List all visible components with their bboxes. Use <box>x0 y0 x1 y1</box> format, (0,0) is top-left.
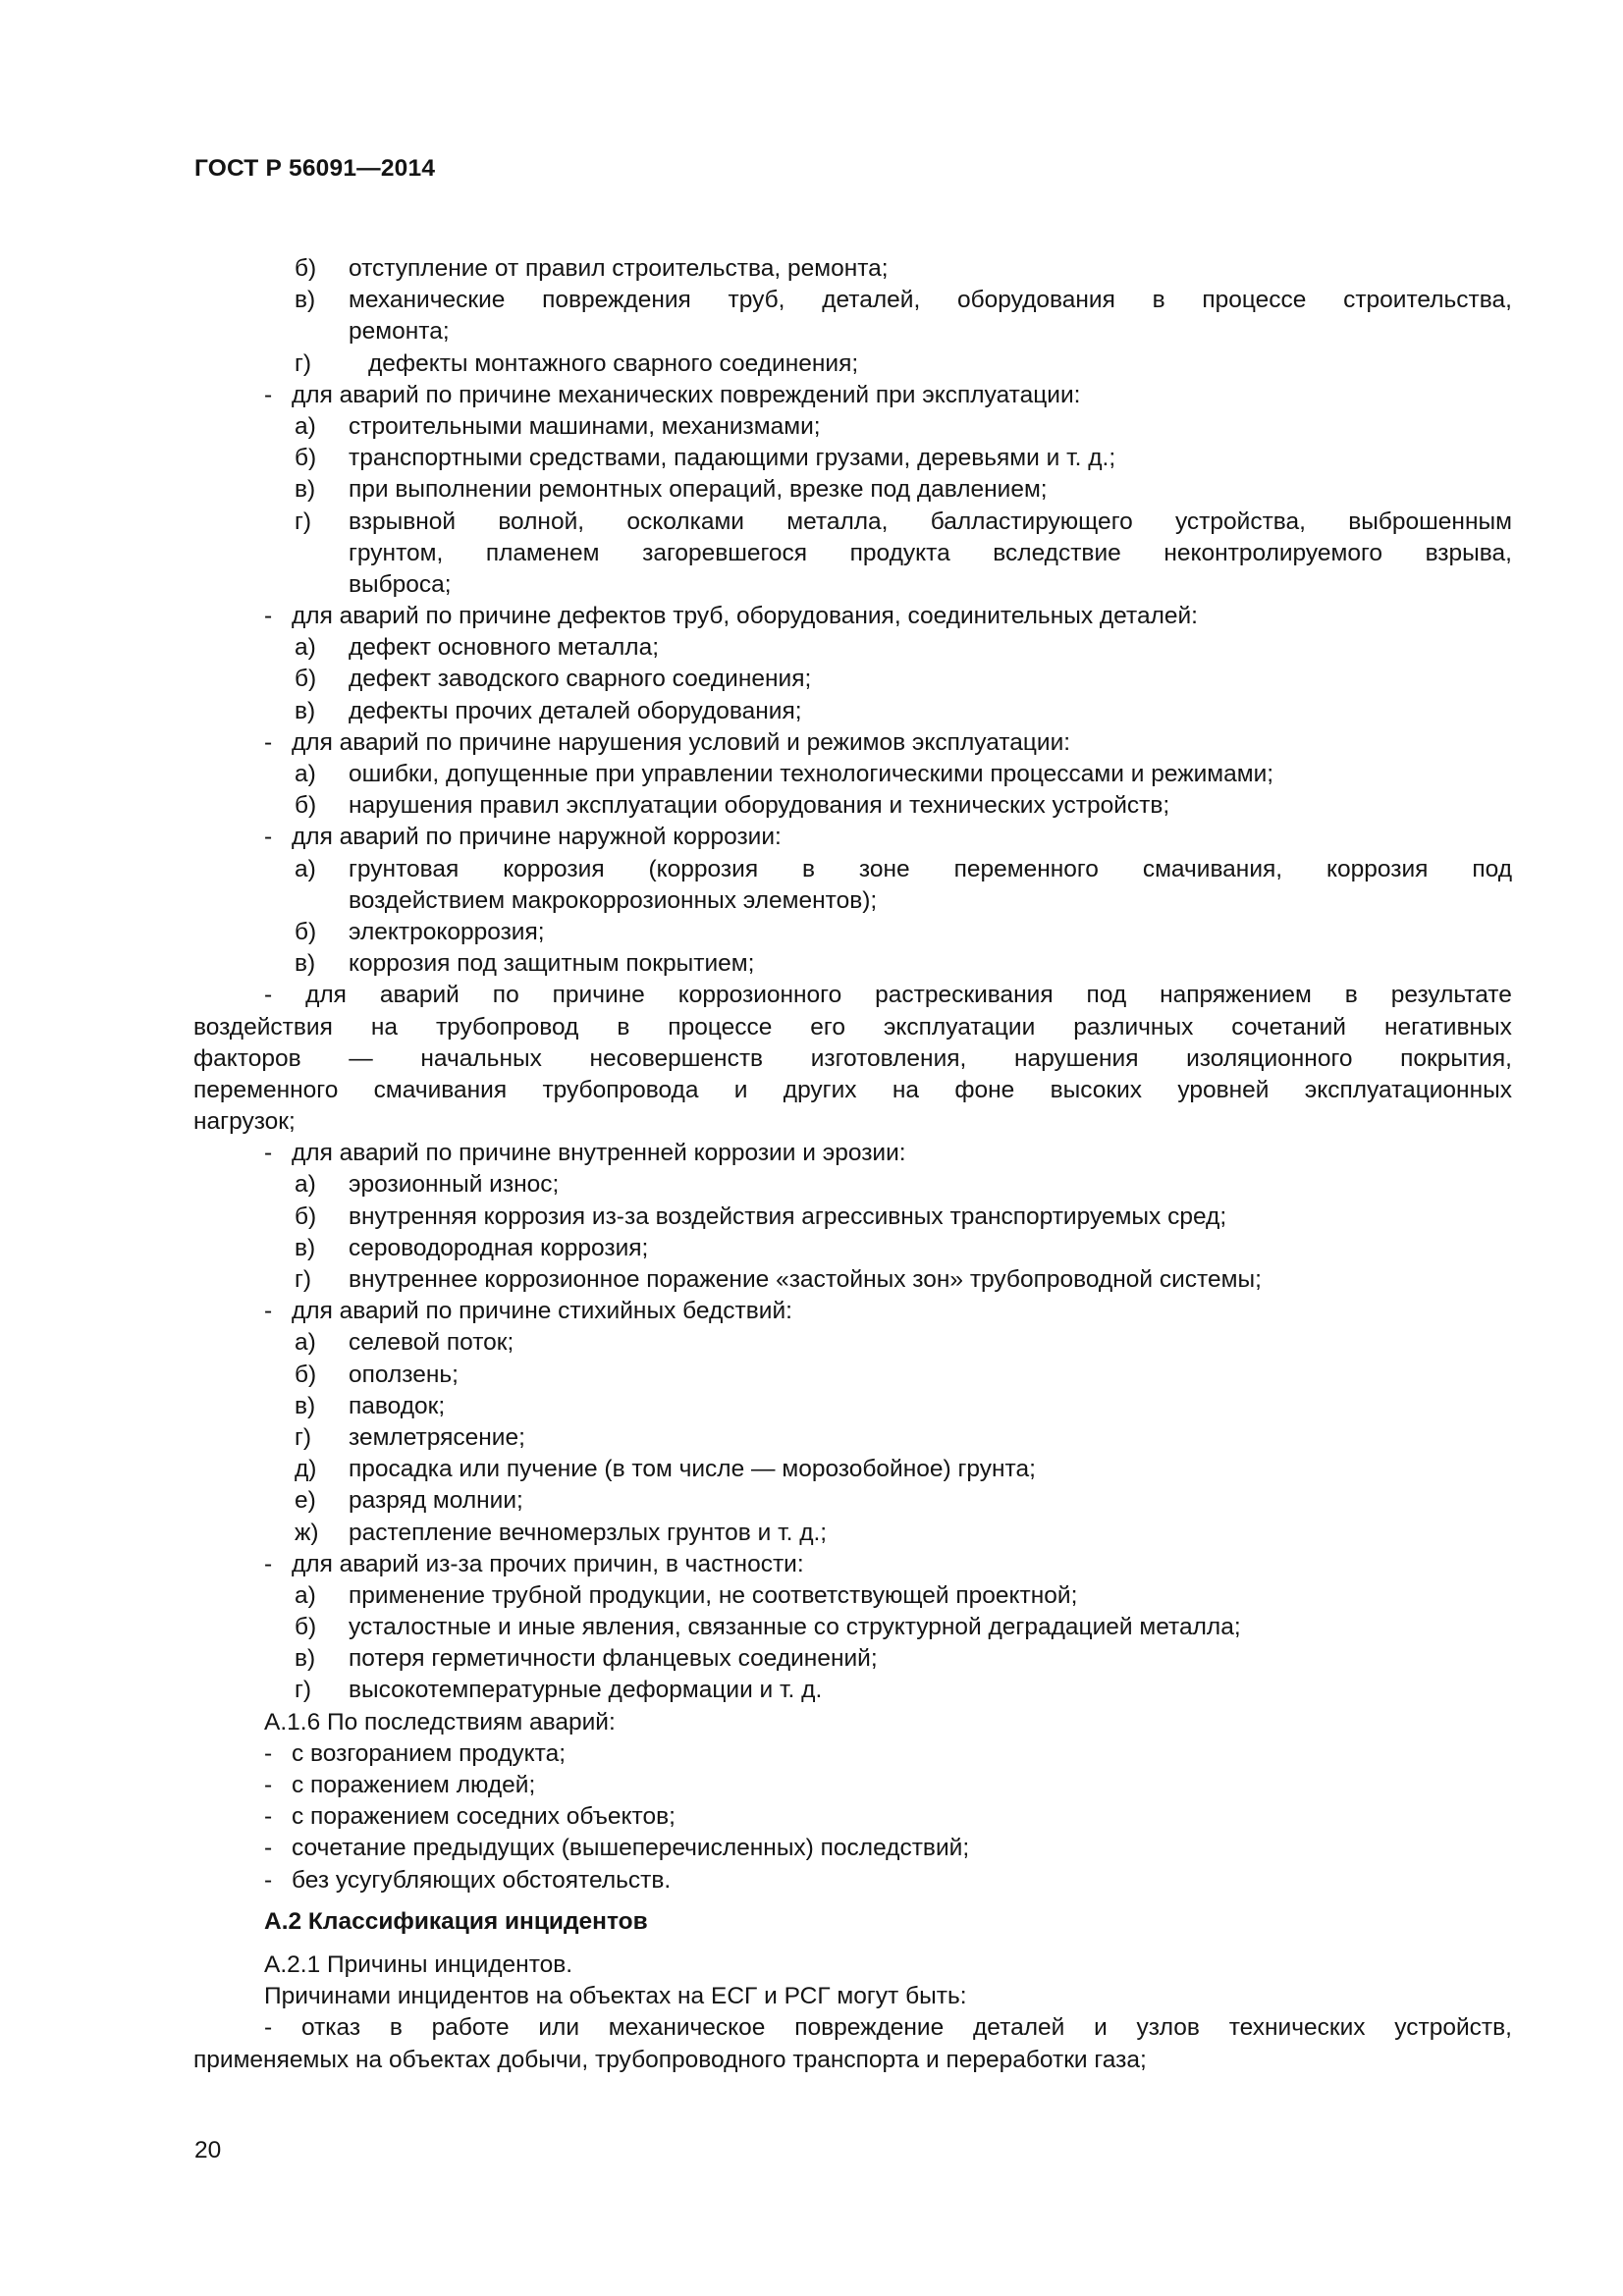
word: взрыва, <box>1425 539 1512 566</box>
word: коррозия <box>503 855 605 882</box>
word: (коррозия <box>648 855 759 882</box>
word: неконтролируемого <box>1163 539 1382 566</box>
word: вследствие <box>993 539 1121 566</box>
word: напряжением <box>1160 982 1312 1009</box>
paragraph: А.2.1 Причины инцидентов. <box>264 1950 573 1978</box>
paragraph-end: нагрузок; <box>193 1108 296 1136</box>
word: - <box>264 2014 273 2042</box>
word: пламенем <box>485 539 600 566</box>
word: эксплуатационных <box>1304 1076 1512 1103</box>
word: работе <box>431 2014 510 2042</box>
dash-item: - для аварий по причине нарушения условий и режимов эксплуатации: <box>264 728 1071 756</box>
word: грунтовая <box>349 855 460 882</box>
list-item: а) строительными машинами, механизмами; <box>295 412 821 440</box>
paragraph: Причинами инцидентов на объектах на ЕСГ и РСГ могут быть: <box>264 1983 967 2010</box>
word: негативных <box>1383 1013 1512 1041</box>
dash-item: - для аварий по причине внутренней коррозии и эрозии: <box>264 1140 906 1167</box>
word: в <box>1152 287 1165 314</box>
paragraph: А.1.6 По последствиям аварий: <box>264 1708 616 1735</box>
word: в <box>389 2014 403 2042</box>
word: высоких <box>1050 1076 1143 1103</box>
word: различных <box>1073 1013 1194 1041</box>
list-item: в) потеря герметичности фланцевых соединений; <box>295 1645 878 1673</box>
justified-line <box>193 1075 1512 1106</box>
word: механическое <box>608 2014 766 2042</box>
list-item: д) просадка или пучение (в том числе — морозобойное) грунта; <box>295 1456 1036 1483</box>
word: смачивания <box>373 1076 508 1103</box>
word: продукта <box>849 539 950 566</box>
word: его <box>810 1013 845 1041</box>
word: несовершенств <box>589 1044 764 1072</box>
list-item: б) нарушения правил эксплуатации оборудования и технических устройств; <box>295 792 1170 820</box>
document-body <box>193 253 1512 2076</box>
list-item: б) отступление от правил строительства, ремонта; <box>295 255 889 282</box>
word: осколками <box>626 507 744 535</box>
list-item: б) усталостные и иные явления, связанные со структурной деградацией металла; <box>295 1614 1241 1641</box>
word: изоляционного <box>1186 1044 1353 1072</box>
document-header: ГОСТ Р 56091—2014 <box>194 155 436 182</box>
list-item: а) применение трубной продукции, не соответствующей проектной; <box>295 1581 1078 1609</box>
word: переменного <box>193 1076 339 1103</box>
word: выброшенным <box>1348 507 1512 535</box>
paragraph-end: применяемых на объектах добычи, трубопроводного транспорта и переработки газа; <box>193 2046 1147 2073</box>
justified-line <box>193 1043 1512 1075</box>
dash-item: - с возгоранием продукта; <box>264 1739 567 1767</box>
justified-line <box>349 538 1512 569</box>
list-item: в) при выполнении ремонтных операций, врезке под давлением; <box>295 476 1048 504</box>
word: причине <box>552 982 645 1009</box>
dash-item: - с поражением соседних объектов; <box>264 1803 676 1831</box>
list-item: г) внутреннее коррозионное поражение «застойных зон» трубопроводной системы; <box>295 1266 1262 1293</box>
list-item-continuation: ремонта; <box>349 318 450 346</box>
word: смачивания, <box>1142 855 1283 882</box>
list-item-continuation: выброса; <box>349 570 452 598</box>
dash-item: - с поражением людей; <box>264 1772 536 1798</box>
word: коррозионного <box>677 982 842 1009</box>
word: трубопровода <box>542 1076 699 1103</box>
word: грунтом, <box>349 539 444 566</box>
word: процессе <box>1202 287 1307 314</box>
list-item: а) ошибки, допущенные при управлении технологическими процессами и режимами; <box>295 761 1274 787</box>
word: оборудования <box>957 287 1115 314</box>
list-item: в) паводок; <box>295 1392 446 1419</box>
list-item: в) коррозия под защитным покрытием; <box>295 950 755 978</box>
word: — <box>349 1044 373 1072</box>
word: под <box>1086 982 1127 1009</box>
word: деталей, <box>822 287 921 314</box>
word: эксплуатации <box>883 1013 1036 1041</box>
word: устройств, <box>1394 2014 1512 2042</box>
word: или <box>538 2014 580 2042</box>
list-item: в) <box>295 287 316 314</box>
word: других <box>783 1076 857 1103</box>
word: переменного <box>953 855 1099 882</box>
word: коррозия <box>1326 855 1429 882</box>
dash-item: - для аварий из-за прочих причин, в частности: <box>264 1550 804 1577</box>
list-item: б) дефект заводского сварного соединения; <box>295 666 812 693</box>
word: в <box>1344 982 1358 1009</box>
word: и <box>733 1076 748 1103</box>
list-item: б) оползень; <box>295 1361 459 1388</box>
list-item: а) <box>295 855 316 882</box>
word: факторов <box>193 1044 301 1072</box>
word: волной, <box>498 507 585 535</box>
spacer <box>193 1938 1512 1949</box>
word: аварий <box>379 982 460 1009</box>
word: для <box>305 982 347 1009</box>
dash-item: - для аварий по причине стихийных бедствий: <box>264 1298 792 1325</box>
list-item: ж) растепление вечномерзлых грунтов и т. д.; <box>295 1519 828 1546</box>
word: на <box>370 1013 398 1041</box>
word: строительства, <box>1343 287 1512 314</box>
word: загоревшегося <box>642 539 808 566</box>
list-item: а) дефект основного металла; <box>295 634 660 662</box>
word: механические <box>349 287 506 314</box>
justified-line <box>264 980 1512 1011</box>
word: изготовления, <box>810 1044 967 1072</box>
section-heading: А.2 Классификация инцидентов <box>264 1907 648 1935</box>
list-item: г) дефекты монтажного сварного соединения; <box>295 349 859 377</box>
word: под <box>1472 855 1512 882</box>
word: уровней <box>1177 1076 1270 1103</box>
list-item: г) высокотемпературные деформации и т. д. <box>295 1677 823 1704</box>
spacer <box>193 1896 1512 1906</box>
word: в <box>617 1013 630 1041</box>
word: процессе <box>668 1013 773 1041</box>
word: фоне <box>954 1076 1015 1103</box>
word: технических <box>1228 2014 1366 2042</box>
list-item: е) разряд молнии; <box>295 1487 523 1515</box>
word: растрескивания <box>875 982 1054 1009</box>
word: нарушения <box>1013 1044 1139 1072</box>
word: отказ <box>300 2014 361 2042</box>
dash-item: - для аварий по причине наружной коррозии: <box>264 824 782 851</box>
list-item: б) транспортными средствами, падающими грузами, деревьями и т. д.; <box>295 445 1116 472</box>
word: начальных <box>420 1044 542 1072</box>
list-item: б) внутренняя коррозия из-за воздействия агрессивных транспортируемых сред; <box>295 1202 1227 1230</box>
dash-item: - сочетание предыдущих (вышеперечисленных) последствий; <box>264 1835 970 1862</box>
word: балластирующего <box>930 507 1133 535</box>
list-item: а) эрозионный износ; <box>295 1171 560 1199</box>
list-item: в) дефекты прочих деталей оборудования; <box>295 697 802 724</box>
word: узлов <box>1136 2014 1200 2042</box>
list-item: а) селевой поток; <box>295 1329 514 1357</box>
word: повреждения <box>542 287 691 314</box>
word: по <box>492 982 519 1009</box>
dash-item: - для аварий по причине дефектов труб, оборудования, соединительных деталей: <box>264 603 1198 630</box>
word: труб, <box>728 287 785 314</box>
list-item: г) <box>295 507 312 535</box>
word: на <box>892 1076 920 1103</box>
word: в <box>802 855 816 882</box>
word: повреждение <box>794 2014 945 2042</box>
justified-line <box>264 2012 1512 2044</box>
word: зоне <box>858 855 910 882</box>
justified-line <box>193 1012 1512 1043</box>
word: устройства, <box>1174 507 1306 535</box>
page-number: 20 <box>194 2137 222 2163</box>
word: - <box>264 982 273 1009</box>
word: результате <box>1390 982 1512 1009</box>
word: воздействия <box>193 1013 333 1041</box>
word: и <box>1094 2014 1108 2042</box>
word: металла, <box>786 507 889 535</box>
list-item-continuation: воздействием макрокоррозионных элементов); <box>349 886 878 914</box>
list-item: в) сероводородная коррозия; <box>295 1234 649 1261</box>
word: сочетаний <box>1231 1013 1346 1041</box>
list-item: б) электрокоррозия; <box>295 918 545 945</box>
word: взрывной <box>349 507 457 535</box>
word: трубопровод <box>435 1013 579 1041</box>
dash-item: - для аварий по причине механических повреждений при эксплуатации: <box>264 381 1081 408</box>
dash-item: - без усугубляющих обстоятельств. <box>264 1866 672 1894</box>
word: деталей <box>973 2014 1065 2042</box>
word: покрытия, <box>1400 1044 1512 1072</box>
list-item: г) землетрясение; <box>295 1423 525 1451</box>
